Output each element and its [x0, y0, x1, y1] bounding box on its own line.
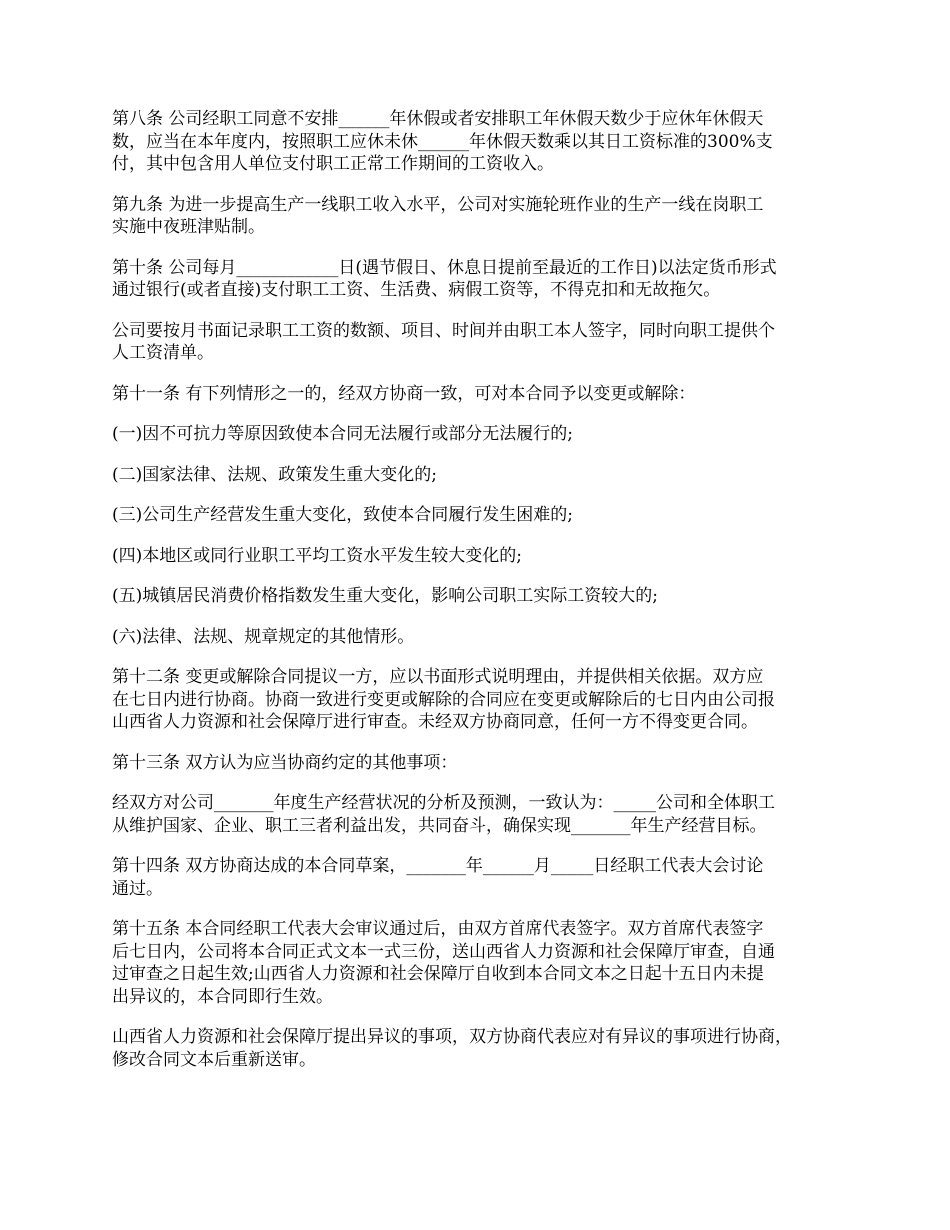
text-line: 山西省人力资源和社会保障厅进行审查。未经双方协商同意，任何一方不得变更合同。: [112, 712, 758, 732]
text-line: 付，其中包含用人单位支付职工正常工作期间的工资收入。: [112, 154, 554, 174]
text-line: (五)城镇居民消费价格指数发生重大变化，影响公司职工实际工资较大的;: [112, 586, 658, 606]
paragraph-article-9: [112, 194, 862, 239]
text-line: (一)因不可抗力等原因致使本合同无法履行或部分无法履行的;: [112, 424, 573, 444]
paragraph-article-10: [112, 257, 862, 302]
paragraph-item-6: [112, 626, 862, 649]
text-line: 实施中夜班津贴制。: [112, 217, 265, 237]
text-line: 通过银行(或者直接)支付职工工资、生活费、病假工资等，不得克扣和无故拖欠。: [112, 280, 721, 300]
text-line: 在七日内进行协商。协商一致进行变更或解除的合同应在变更或解除后的七日内由公司报: [112, 689, 775, 710]
text-line: 第十一条 有下列情形之一的，经双方协商一致，可对本合同予以变更或解除：: [112, 383, 696, 404]
paragraph-article-13-body: [112, 792, 862, 837]
text-line: 第十五条 本合同经职工代表大会审议通过后，由双方首席代表签字。双方首席代表签字: [112, 919, 764, 939]
paragraph-article-12: [112, 666, 862, 734]
text-line: (二)国家法律、法规、政策发生重大变化的;: [112, 464, 437, 485]
paragraph-article-15: [112, 918, 862, 1008]
paragraph-article-8: [112, 108, 862, 176]
paragraph-item-5: [112, 585, 862, 608]
paragraph-article-14: [112, 855, 862, 900]
text-line: 数，应当在本年度内，按照职工应休未休______年休假天数乘以其日工资标准的300%支: [112, 131, 773, 152]
paragraph-article-11: [112, 383, 862, 406]
paragraph-item-2: [112, 464, 862, 487]
document-page: [112, 108, 862, 1089]
text-line: (四)本地区或同行业职工平均工资水平发生较大变化的;: [112, 545, 522, 566]
text-line: 人工资清单。: [112, 343, 214, 363]
paragraph-item-4: [112, 545, 862, 568]
text-line: 第十四条 双方协商达成的本合同草案，_______年______月_____日经职工代表大会讨论: [112, 856, 764, 876]
paragraph-article-13: [112, 752, 862, 775]
text-line: 过审查之日起生效;山西省人力资源和社会保障厅自收到本合同文本之日起十五日内未提: [112, 964, 764, 984]
text-line: 第十三条 双方认为应当协商约定的其他事项：: [112, 752, 458, 773]
text-line: 后七日内，公司将本合同正式文本一式三份，送山西省人力资源和社会保障厅审查，自通: [112, 941, 775, 962]
paragraph-item-3: [112, 504, 862, 527]
text-line: 第九条 为进一步提高生产一线职工收入水平，公司对实施轮班作业的生产一线在岗职工: [112, 194, 764, 215]
paragraph-article-10-note: [112, 320, 862, 365]
text-line: (三)公司生产经营发生重大变化，致使本合同履行发生困难的;: [112, 505, 573, 525]
text-line: 山西省人力资源和社会保障厅提出异议的事项，双方协商代表应对有异议的事项进行协商，: [112, 1027, 792, 1047]
paragraph-article-15-note: [112, 1026, 862, 1071]
text-line: 修改合同文本后重新送审。: [112, 1049, 316, 1070]
paragraph-item-1: [112, 423, 862, 446]
text-line: 从维护国家、企业、职工三者利益出发，共同奋斗，确保实现_______年生产经营目标。: [112, 815, 767, 836]
text-line: 出异议的，本合同即行生效。: [112, 986, 333, 1007]
text-line: 第十条 公司每月____________日(遇节假日、休息日提前至最近的工作日)以法定货币形式: [112, 257, 777, 278]
text-line: 第八条 公司经职工同意不安排______年休假或者安排职工年休假天数少于应休年休假天: [112, 109, 764, 129]
text-line: 通过。: [112, 878, 163, 899]
text-line: 第十二条 变更或解除合同提议一方，应以书面形式说明理由，并提供相关依据。双方应: [112, 667, 764, 687]
text-line: 经双方对公司_______年度生产经营状况的分析及预测，一致认为：_____公司和全体职工: [112, 793, 775, 813]
text-line: 公司要按月书面记录职工工资的数额、项目、时间并由职工本人签字，同时向职工提供个: [112, 320, 775, 341]
text-line: (六)法律、法规、规章规定的其他情形。: [112, 626, 415, 647]
